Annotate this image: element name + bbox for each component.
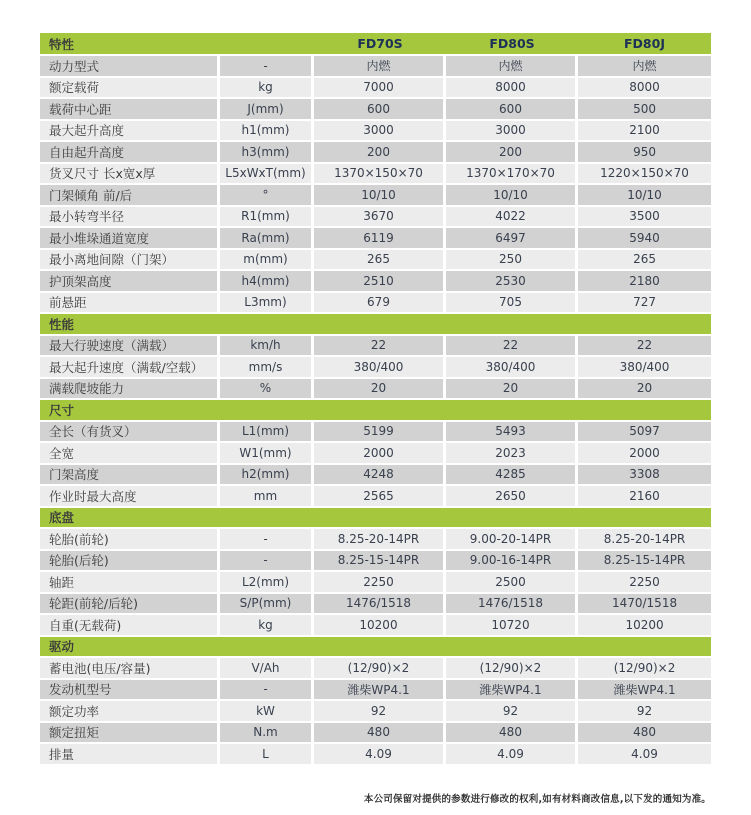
- value-cell-fd80s: (12/90)×2: [446, 658, 578, 680]
- unit-cell: h1(mm): [220, 121, 314, 143]
- value-cell-fd80j: 2000: [578, 443, 711, 465]
- value-cell-fd80j: 22: [578, 336, 711, 358]
- value-cell-fd80s: 1370×170×70: [446, 164, 578, 186]
- unit-cell: mm: [220, 486, 314, 508]
- row-label-cell: 最大起升高度: [40, 121, 220, 143]
- unit-cell: h4(mm): [220, 271, 314, 293]
- value-cell-fd80j: 480: [578, 723, 711, 745]
- unit-cell: kg: [220, 615, 314, 637]
- value-cell-fd70s: 200: [314, 142, 446, 164]
- spec-row: [40, 572, 711, 594]
- value-cell-fd70s: 8.25-15-14PR: [314, 551, 446, 573]
- value-cell-fd80s: 6497: [446, 228, 578, 250]
- section-title: 驱动: [40, 637, 711, 659]
- model-header-fd70s: FD70S: [357, 36, 403, 51]
- spec-row: [40, 658, 711, 680]
- spec-row: [40, 164, 711, 186]
- value-cell-fd70s: 7000: [314, 78, 446, 100]
- value-cell-fd70s: 1476/1518: [314, 594, 446, 616]
- spec-row: [40, 744, 711, 766]
- row-label-cell: 最小堆垛通道宽度: [40, 228, 220, 250]
- value-cell-fd80j: 8000: [578, 78, 711, 100]
- unit-cell: L3mm): [220, 293, 314, 315]
- value-cell-fd80j: 2160: [578, 486, 711, 508]
- spec-row: [40, 551, 711, 573]
- value-cell-fd80j: 8.25-20-14PR: [578, 529, 711, 551]
- row-label-cell: 额定扭矩: [40, 723, 220, 745]
- spec-row: [40, 99, 711, 121]
- value-cell-fd80s: 380/400: [446, 357, 578, 379]
- value-cell-fd70s: 4248: [314, 465, 446, 487]
- value-cell-fd70s: 600: [314, 99, 446, 121]
- unit-cell: W1(mm): [220, 443, 314, 465]
- row-label-cell: 轴距: [40, 572, 220, 594]
- value-cell-fd80j: 92: [578, 701, 711, 723]
- value-cell-fd80j: 500: [578, 99, 711, 121]
- disclaimer-note: 本公司保留对提供的参数进行修改的权利,如有材料商改信息,以下发的通知为准。: [363, 794, 711, 805]
- model-header-fd80j: FD80J: [624, 36, 665, 51]
- unit-cell: %: [220, 379, 314, 401]
- value-cell-fd80s: 4.09: [446, 744, 578, 766]
- value-cell-fd80j: 5097: [578, 422, 711, 444]
- unit-cell: mm/s: [220, 357, 314, 379]
- spec-row: [40, 228, 711, 250]
- row-label-cell: 最小离地间隙（门架）: [40, 250, 220, 272]
- unit-cell: -: [220, 529, 314, 551]
- spec-row: [40, 379, 711, 401]
- value-cell-fd80s: 480: [446, 723, 578, 745]
- section-header-row: [40, 314, 711, 336]
- spec-row: [40, 615, 711, 637]
- value-cell-fd80s: 250: [446, 250, 578, 272]
- value-cell-fd80s: 2650: [446, 486, 578, 508]
- row-label-cell: 蓄电池(电压/容量): [40, 658, 220, 680]
- spec-row: [40, 121, 711, 143]
- value-cell-fd70s: 480: [314, 723, 446, 745]
- unit-cell: L1(mm): [220, 422, 314, 444]
- spec-row: [40, 594, 711, 616]
- value-cell-fd70s: 679: [314, 293, 446, 315]
- value-cell-fd80s: 22: [446, 336, 578, 358]
- row-label-cell: 作业时最大高度: [40, 486, 220, 508]
- value-cell-fd80j: 380/400: [578, 357, 711, 379]
- value-cell-fd70s: 3670: [314, 207, 446, 229]
- row-label-cell: 最大行驶速度（满载）: [40, 336, 220, 358]
- spec-row: [40, 78, 711, 100]
- model-header-fd80s: FD80S: [489, 36, 535, 51]
- unit-cell: L: [220, 744, 314, 766]
- spec-row: [40, 56, 711, 78]
- value-cell-fd80s: 8000: [446, 78, 578, 100]
- value-cell-fd80s: 200: [446, 142, 578, 164]
- value-cell-fd80j: 727: [578, 293, 711, 315]
- value-cell-fd80s: 10720: [446, 615, 578, 637]
- value-cell-fd80s: 9.00-20-14PR: [446, 529, 578, 551]
- value-cell-fd80j: 潍柴WP4.1: [578, 680, 711, 702]
- spec-row: [40, 723, 711, 745]
- row-label-cell: 额定载荷: [40, 78, 220, 100]
- value-cell-fd80j: 2100: [578, 121, 711, 143]
- unit-cell: R1(mm): [220, 207, 314, 229]
- unit-cell: m(mm): [220, 250, 314, 272]
- value-cell-fd80s: 1476/1518: [446, 594, 578, 616]
- value-cell-fd80j: 10200: [578, 615, 711, 637]
- row-label-cell: 额定功率: [40, 701, 220, 723]
- value-cell-fd70s: 8.25-20-14PR: [314, 529, 446, 551]
- value-cell-fd70s: 2000: [314, 443, 446, 465]
- value-cell-fd80j: 4.09: [578, 744, 711, 766]
- unit-cell: N.m: [220, 723, 314, 745]
- value-cell-fd80j: 1470/1518: [578, 594, 711, 616]
- value-cell-fd70s: 2250: [314, 572, 446, 594]
- spec-row: [40, 680, 711, 702]
- value-cell-fd80j: 1220×150×70: [578, 164, 711, 186]
- section-header-row: [40, 400, 711, 422]
- value-cell-fd70s: 4.09: [314, 744, 446, 766]
- value-cell-fd80j: 265: [578, 250, 711, 272]
- value-cell-fd80j: 5940: [578, 228, 711, 250]
- spec-row: [40, 465, 711, 487]
- feature-column-header: 特性: [49, 36, 75, 52]
- row-label-cell: 门架倾角 前/后: [40, 185, 220, 207]
- spec-row: [40, 142, 711, 164]
- spec-row: [40, 486, 711, 508]
- value-cell-fd80s: 10/10: [446, 185, 578, 207]
- unit-cell: °: [220, 185, 314, 207]
- row-label-cell: 最大起升速度（满载/空载）: [40, 357, 220, 379]
- value-cell-fd80s: 2500: [446, 572, 578, 594]
- value-cell-fd80j: 3500: [578, 207, 711, 229]
- value-cell-fd70s: 2565: [314, 486, 446, 508]
- value-cell-fd80s: 20: [446, 379, 578, 401]
- value-cell-fd80j: 2250: [578, 572, 711, 594]
- value-cell-fd80j: 2180: [578, 271, 711, 293]
- spec-row: [40, 357, 711, 379]
- spec-row: [40, 701, 711, 723]
- value-cell-fd80j: 8.25-15-14PR: [578, 551, 711, 573]
- unit-cell: h2(mm): [220, 465, 314, 487]
- value-cell-fd80s: 92: [446, 701, 578, 723]
- spec-row: [40, 422, 711, 444]
- value-cell-fd80s: 内燃: [446, 56, 578, 78]
- row-label-cell: 排量: [40, 744, 220, 766]
- unit-cell: kg: [220, 78, 314, 100]
- spec-row: [40, 271, 711, 293]
- value-cell-fd70s: 内燃: [314, 56, 446, 78]
- row-label-cell: 最小转弯半径: [40, 207, 220, 229]
- value-cell-fd80j: 20: [578, 379, 711, 401]
- row-label-cell: 全宽: [40, 443, 220, 465]
- unit-cell: kW: [220, 701, 314, 723]
- value-cell-fd80j: 950: [578, 142, 711, 164]
- row-label-cell: 动力型式: [40, 56, 220, 78]
- section-header-row: [40, 637, 711, 659]
- row-label-cell: 满载爬坡能力: [40, 379, 220, 401]
- unit-cell: L5xWxT(mm): [220, 164, 314, 186]
- value-cell-fd70s: 10/10: [314, 185, 446, 207]
- section-title: 尺寸: [40, 400, 711, 422]
- value-cell-fd80s: 705: [446, 293, 578, 315]
- table-header-row: [40, 33, 711, 56]
- spec-row: [40, 293, 711, 315]
- value-cell-fd70s: 380/400: [314, 357, 446, 379]
- value-cell-fd80s: 4022: [446, 207, 578, 229]
- spec-row: [40, 185, 711, 207]
- table-header-cell: [40, 33, 711, 56]
- value-cell-fd80j: (12/90)×2: [578, 658, 711, 680]
- unit-cell: J(mm): [220, 99, 314, 121]
- unit-cell: h3(mm): [220, 142, 314, 164]
- row-label-cell: 轮胎(后轮): [40, 551, 220, 573]
- value-cell-fd80s: 2023: [446, 443, 578, 465]
- unit-cell: -: [220, 551, 314, 573]
- unit-cell: S/P(mm): [220, 594, 314, 616]
- value-cell-fd80s: 2530: [446, 271, 578, 293]
- spec-row: [40, 250, 711, 272]
- row-label-cell: 自重(无载荷): [40, 615, 220, 637]
- row-label-cell: 轮胎(前轮): [40, 529, 220, 551]
- value-cell-fd70s: (12/90)×2: [314, 658, 446, 680]
- spec-row: [40, 336, 711, 358]
- value-cell-fd70s: 92: [314, 701, 446, 723]
- row-label-cell: 全长（有货叉）: [40, 422, 220, 444]
- section-title: 性能: [40, 314, 711, 336]
- unit-cell: -: [220, 680, 314, 702]
- unit-cell: -: [220, 56, 314, 78]
- spec-table: [40, 33, 711, 766]
- row-label-cell: 货叉尺寸 长x宽x厚: [40, 164, 220, 186]
- row-label-cell: 载荷中心距: [40, 99, 220, 121]
- value-cell-fd70s: 5199: [314, 422, 446, 444]
- value-cell-fd70s: 2510: [314, 271, 446, 293]
- unit-cell: km/h: [220, 336, 314, 358]
- section-title: 底盘: [40, 508, 711, 530]
- section-header-row: [40, 508, 711, 530]
- spec-row: [40, 529, 711, 551]
- spec-row: [40, 207, 711, 229]
- value-cell-fd80s: 9.00-16-14PR: [446, 551, 578, 573]
- value-cell-fd80s: 3000: [446, 121, 578, 143]
- value-cell-fd80s: 600: [446, 99, 578, 121]
- value-cell-fd80j: 3308: [578, 465, 711, 487]
- value-cell-fd80s: 4285: [446, 465, 578, 487]
- row-label-cell: 护顶架高度: [40, 271, 220, 293]
- row-label-cell: 轮距(前轮/后轮): [40, 594, 220, 616]
- row-label-cell: 门架高度: [40, 465, 220, 487]
- value-cell-fd80s: 5493: [446, 422, 578, 444]
- value-cell-fd70s: 潍柴WP4.1: [314, 680, 446, 702]
- value-cell-fd70s: 6119: [314, 228, 446, 250]
- value-cell-fd70s: 22: [314, 336, 446, 358]
- value-cell-fd80j: 内燃: [578, 56, 711, 78]
- value-cell-fd70s: 20: [314, 379, 446, 401]
- value-cell-fd80s: 潍柴WP4.1: [446, 680, 578, 702]
- unit-cell: Ra(mm): [220, 228, 314, 250]
- value-cell-fd70s: 265: [314, 250, 446, 272]
- row-label-cell: 自由起升高度: [40, 142, 220, 164]
- value-cell-fd70s: 1370×150×70: [314, 164, 446, 186]
- row-label-cell: 前悬距: [40, 293, 220, 315]
- value-cell-fd80j: 10/10: [578, 185, 711, 207]
- unit-cell: V/Ah: [220, 658, 314, 680]
- row-label-cell: 发动机型号: [40, 680, 220, 702]
- unit-cell: L2(mm): [220, 572, 314, 594]
- spec-row: [40, 443, 711, 465]
- value-cell-fd70s: 10200: [314, 615, 446, 637]
- value-cell-fd70s: 3000: [314, 121, 446, 143]
